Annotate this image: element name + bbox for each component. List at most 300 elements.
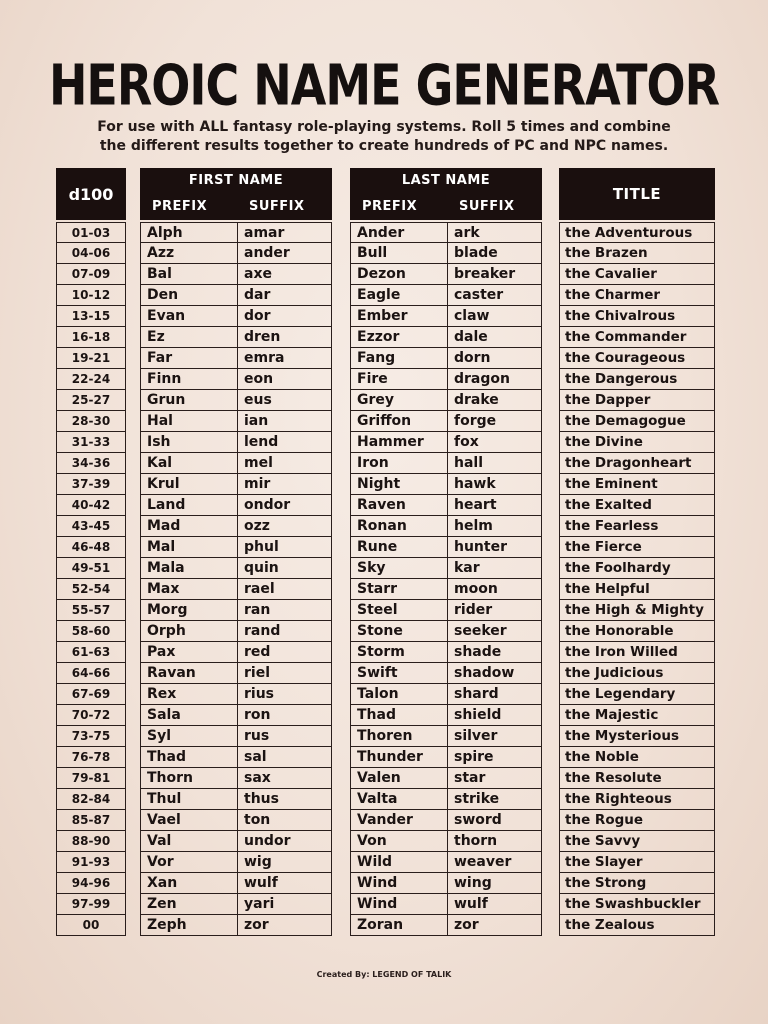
title-row [560, 684, 714, 705]
title-value: the Legendary [565, 686, 676, 702]
last-name-row [351, 768, 541, 789]
first-suffix: ton [237, 810, 331, 830]
first-suffix: dar [237, 285, 331, 305]
first-prefix: Den [147, 287, 179, 303]
last-name-row [351, 810, 541, 831]
first-name-row [141, 789, 331, 810]
first-suffix: wig [237, 852, 331, 872]
title-row [560, 873, 714, 894]
d100-row [57, 789, 125, 810]
d100-row [57, 726, 125, 747]
first-prefix: Ravan [147, 665, 196, 681]
last-prefix: Thad [357, 707, 396, 723]
last-suffix-label: SUFFIX [459, 199, 515, 214]
first-suffix: phul [237, 537, 331, 557]
first-name-row [141, 558, 331, 579]
first-name-table [140, 168, 332, 936]
d100-row [57, 600, 125, 621]
d100-row [57, 390, 125, 411]
first-suffix: dren [237, 327, 331, 347]
d100-row [57, 894, 125, 915]
title-value: the Judicious [565, 665, 664, 681]
title-row [560, 600, 714, 621]
last-name-row [351, 726, 541, 747]
last-prefix: Wild [357, 854, 393, 870]
d100-row [57, 705, 125, 726]
title-value: the Iron Willed [565, 644, 678, 660]
first-name-row [141, 348, 331, 369]
last-suffix: wing [447, 873, 541, 893]
first-suffix: wulf [237, 873, 331, 893]
first-name-row [141, 726, 331, 747]
first-prefix: Max [147, 581, 180, 597]
title-row [560, 222, 714, 243]
title-table [559, 168, 715, 936]
last-prefix: Valen [357, 770, 401, 786]
last-name-row [351, 516, 541, 537]
d100-row [57, 222, 125, 243]
title-value: the Foolhardy [565, 560, 671, 576]
roll-range: 49-51 [71, 561, 111, 575]
first-suffix: ian [237, 411, 331, 431]
roll-range: 88-90 [71, 834, 111, 848]
title-row [560, 369, 714, 390]
title-header [559, 168, 715, 220]
last-suffix: shadow [447, 663, 541, 683]
first-name-row [141, 747, 331, 768]
last-suffix: ark [447, 223, 541, 242]
first-suffix: quin [237, 558, 331, 578]
last-prefix: Eagle [357, 287, 401, 303]
last-suffix: shade [447, 642, 541, 662]
title-value: the Strong [565, 875, 647, 891]
last-prefix: Night [357, 476, 401, 492]
last-prefix: Von [357, 833, 387, 849]
last-name-row [351, 285, 541, 306]
last-name-rows [350, 222, 542, 936]
last-suffix: hunter [447, 537, 541, 557]
first-suffix: lend [237, 432, 331, 452]
title-value: the Exalted [565, 497, 652, 513]
roll-range: 52-54 [71, 582, 111, 596]
roll-range: 25-27 [71, 393, 111, 407]
last-name-row [351, 327, 541, 348]
title-row [560, 474, 714, 495]
first-name-row [141, 432, 331, 453]
title-row [560, 243, 714, 264]
last-prefix: Fang [357, 350, 396, 366]
last-name-row [351, 474, 541, 495]
roll-range: 64-66 [71, 666, 111, 680]
last-prefix: Thunder [357, 749, 423, 765]
title-row [560, 537, 714, 558]
d100-row [57, 621, 125, 642]
last-prefix: Ember [357, 308, 408, 324]
last-name-row [351, 306, 541, 327]
last-name-row [351, 852, 541, 873]
first-prefix: Zen [147, 896, 177, 912]
d100-row [57, 243, 125, 264]
d100-row [57, 831, 125, 852]
first-suffix-label: SUFFIX [249, 199, 305, 214]
last-suffix: caster [447, 285, 541, 305]
last-name-row [351, 915, 541, 936]
first-prefix-label: PREFIX [152, 199, 208, 214]
first-name-row [141, 621, 331, 642]
title-value: the Zealous [565, 917, 655, 933]
title-row [560, 747, 714, 768]
first-prefix: Grun [147, 392, 186, 408]
title-value: the Swashbuckler [565, 896, 701, 912]
last-prefix: Ronan [357, 518, 407, 534]
roll-range: 19-21 [71, 351, 111, 365]
first-suffix: amar [237, 223, 331, 242]
first-prefix: Thad [147, 749, 186, 765]
first-name-row [141, 327, 331, 348]
d100-row [57, 411, 125, 432]
title-row [560, 516, 714, 537]
first-suffix: eus [237, 390, 331, 410]
last-prefix: Iron [357, 455, 389, 471]
last-prefix: Steel [357, 602, 398, 618]
title-row [560, 789, 714, 810]
d100-row [57, 327, 125, 348]
roll-range: 37-39 [71, 477, 111, 491]
title-row [560, 264, 714, 285]
first-name-row [141, 768, 331, 789]
last-name-row [351, 831, 541, 852]
last-suffix: breaker [447, 264, 541, 284]
first-suffix: emra [237, 348, 331, 368]
d100-row [57, 579, 125, 600]
last-name-row [351, 894, 541, 915]
roll-range: 82-84 [71, 792, 111, 806]
title-row [560, 285, 714, 306]
first-prefix: Ez [147, 329, 165, 345]
title-row [560, 621, 714, 642]
d100-row [57, 747, 125, 768]
first-suffix: ander [237, 243, 331, 263]
subtitle-line-1: For use with ALL fantasy role-playing systems. Roll 5 times and combine [97, 119, 671, 135]
d100-row [57, 558, 125, 579]
d100-row [57, 495, 125, 516]
roll-range: 04-06 [71, 246, 111, 260]
last-name-row [351, 789, 541, 810]
footer-credit: Created By: LEGEND OF TALIK [316, 970, 452, 979]
last-prefix: Ander [357, 224, 405, 241]
title-row [560, 348, 714, 369]
last-prefix: Wind [357, 896, 398, 912]
d100-header [56, 168, 126, 220]
first-suffix: axe [237, 264, 331, 284]
last-suffix: thorn [447, 831, 541, 851]
last-name-row [351, 243, 541, 264]
d100-row [57, 516, 125, 537]
last-name-row [351, 222, 541, 243]
title-row [560, 558, 714, 579]
last-name-row [351, 390, 541, 411]
roll-range: 58-60 [71, 624, 111, 638]
last-prefix: Grey [357, 392, 395, 408]
first-suffix: rius [237, 684, 331, 704]
d100-row [57, 285, 125, 306]
first-name-label: FIRST NAME [188, 173, 284, 188]
last-suffix: kar [447, 558, 541, 578]
first-name-row [141, 810, 331, 831]
last-name-row [351, 600, 541, 621]
roll-range: 61-63 [71, 645, 111, 659]
first-name-row [141, 852, 331, 873]
last-suffix: sword [447, 810, 541, 830]
title-value: the Noble [565, 749, 639, 765]
last-suffix: strike [447, 789, 541, 809]
title-row [560, 579, 714, 600]
last-name-row [351, 495, 541, 516]
first-suffix: mir [237, 474, 331, 494]
first-prefix: Xan [147, 875, 178, 891]
title-value: the Fierce [565, 539, 642, 555]
first-prefix: Orph [147, 623, 186, 639]
roll-range: 97-99 [71, 897, 111, 911]
d100-row [57, 684, 125, 705]
last-name-row [351, 663, 541, 684]
last-name-header [350, 168, 542, 220]
last-prefix-label: PREFIX [362, 199, 418, 214]
first-prefix: Rex [147, 686, 177, 702]
title-value: the Adventurous [565, 224, 693, 241]
first-suffix: undor [237, 831, 331, 851]
roll-range: 70-72 [71, 708, 111, 722]
d100-row [57, 852, 125, 873]
d100-row [57, 264, 125, 285]
title-row [560, 768, 714, 789]
title-row [560, 495, 714, 516]
last-name-row [351, 579, 541, 600]
last-prefix: Ezzor [357, 329, 400, 345]
last-prefix: Stone [357, 623, 403, 639]
title-row [560, 726, 714, 747]
title-row [560, 663, 714, 684]
d100-row [57, 810, 125, 831]
d100-row [57, 453, 125, 474]
title-value: the Dragonheart [565, 455, 692, 471]
title-value: the Brazen [565, 245, 648, 261]
first-suffix: sal [237, 747, 331, 767]
last-prefix: Rune [357, 539, 398, 555]
last-name-row [351, 411, 541, 432]
last-suffix: dorn [447, 348, 541, 368]
d100-row [57, 432, 125, 453]
last-name-row [351, 705, 541, 726]
last-name-table [350, 168, 542, 936]
last-prefix: Griffon [357, 413, 412, 429]
roll-range: 43-45 [71, 519, 111, 533]
first-name-row [141, 411, 331, 432]
first-prefix: Thorn [147, 770, 194, 786]
first-name-row [141, 495, 331, 516]
last-suffix: heart [447, 495, 541, 515]
first-name-row [141, 222, 331, 243]
first-name-row [141, 537, 331, 558]
title-value: the Fearless [565, 518, 659, 534]
title-row [560, 705, 714, 726]
first-name-row [141, 600, 331, 621]
last-prefix: Dezon [357, 266, 406, 282]
first-prefix: Mal [147, 539, 176, 555]
last-suffix: silver [447, 726, 541, 746]
title-row [560, 390, 714, 411]
last-suffix: wulf [447, 894, 541, 914]
first-name-row [141, 642, 331, 663]
title-value: the Commander [565, 329, 687, 345]
d100-row [57, 369, 125, 390]
last-suffix: blade [447, 243, 541, 263]
last-suffix: hawk [447, 474, 541, 494]
title-row [560, 810, 714, 831]
roll-range: 55-57 [71, 603, 111, 617]
last-prefix: Bull [357, 245, 388, 261]
last-prefix: Wind [357, 875, 398, 891]
first-prefix: Finn [147, 371, 182, 387]
first-suffix: ondor [237, 495, 331, 515]
last-prefix: Talon [357, 686, 399, 702]
d100-row [57, 642, 125, 663]
last-name-row [351, 873, 541, 894]
last-suffix: claw [447, 306, 541, 326]
last-name-row [351, 621, 541, 642]
first-prefix: Vael [147, 812, 181, 828]
title-row [560, 453, 714, 474]
d100-row [57, 306, 125, 327]
title-value: the Charmer [565, 287, 661, 303]
last-suffix: helm [447, 516, 541, 536]
first-name-row [141, 663, 331, 684]
first-name-row [141, 831, 331, 852]
last-name-row [351, 642, 541, 663]
first-suffix: sax [237, 768, 331, 788]
first-suffix: rus [237, 726, 331, 746]
first-suffix: ron [237, 705, 331, 725]
first-prefix: Syl [147, 728, 172, 744]
last-name-row [351, 537, 541, 558]
first-suffix: thus [237, 789, 331, 809]
page-title: HEROIC NAME GENERATOR [48, 52, 720, 118]
last-suffix: shard [447, 684, 541, 704]
first-name-row [141, 474, 331, 495]
last-suffix: zor [447, 915, 541, 935]
title-value: the Courageous [565, 350, 686, 366]
d100-row [57, 537, 125, 558]
roll-range: 31-33 [71, 435, 111, 449]
last-suffix: seeker [447, 621, 541, 641]
first-name-row [141, 873, 331, 894]
first-suffix: mel [237, 453, 331, 473]
first-prefix: Krul [147, 476, 180, 492]
roll-range: 00 [82, 918, 100, 932]
last-suffix: star [447, 768, 541, 788]
last-prefix: Fire [357, 371, 388, 387]
title-row [560, 327, 714, 348]
roll-range: 73-75 [71, 729, 111, 743]
first-prefix: Azz [147, 245, 175, 261]
last-prefix: Sky [357, 560, 386, 576]
first-prefix: Far [147, 350, 173, 366]
first-suffix: rand [237, 621, 331, 641]
last-suffix: weaver [447, 852, 541, 872]
first-name-row [141, 243, 331, 264]
title-row [560, 306, 714, 327]
last-prefix: Zoran [357, 917, 404, 933]
roll-range: 01-03 [71, 225, 111, 240]
title-value: the Savvy [565, 833, 641, 849]
first-name-row [141, 705, 331, 726]
title-value: the High & Mighty [565, 602, 704, 618]
title-value: the Honorable [565, 623, 674, 639]
title-value: the Majestic [565, 707, 659, 723]
first-prefix: Morg [147, 602, 188, 618]
last-name-row [351, 453, 541, 474]
first-suffix: yari [237, 894, 331, 914]
last-suffix: dale [447, 327, 541, 347]
title-row [560, 411, 714, 432]
title-value: the Righteous [565, 791, 672, 807]
last-name-row [351, 432, 541, 453]
first-name-row [141, 285, 331, 306]
roll-range: 07-09 [71, 267, 111, 281]
d100-row [57, 768, 125, 789]
first-name-row [141, 264, 331, 285]
first-prefix: Mala [147, 560, 185, 576]
title-value: the Divine [565, 434, 643, 450]
roll-range: 13-15 [71, 309, 111, 323]
d100-row [57, 474, 125, 495]
last-name-label: LAST NAME [401, 173, 491, 188]
first-name-row [141, 453, 331, 474]
first-prefix: Mad [147, 518, 181, 534]
last-suffix: drake [447, 390, 541, 410]
first-prefix: Evan [147, 308, 186, 324]
title-value: the Dapper [565, 392, 651, 408]
last-suffix: forge [447, 411, 541, 431]
title-row [560, 915, 714, 936]
first-prefix: Hal [147, 413, 173, 429]
first-suffix: dor [237, 306, 331, 326]
first-suffix: ozz [237, 516, 331, 536]
last-name-row [351, 348, 541, 369]
d100-row [57, 348, 125, 369]
d100-row [57, 873, 125, 894]
last-suffix: rider [447, 600, 541, 620]
last-prefix: Raven [357, 497, 406, 513]
roll-range: 16-18 [71, 330, 111, 344]
first-prefix: Land [147, 497, 186, 513]
last-suffix: fox [447, 432, 541, 452]
title-row [560, 894, 714, 915]
first-name-row [141, 915, 331, 936]
last-name-row [351, 369, 541, 390]
first-prefix: Kal [147, 455, 173, 471]
first-suffix: zor [237, 915, 331, 935]
first-suffix: eon [237, 369, 331, 389]
d100-rows [56, 222, 126, 936]
last-name-row [351, 264, 541, 285]
last-prefix: Starr [357, 581, 398, 597]
first-suffix: rael [237, 579, 331, 599]
title-value: the Chivalrous [565, 308, 676, 324]
title-value: the Resolute [565, 770, 662, 786]
first-prefix: Vor [147, 854, 174, 870]
title-row [560, 852, 714, 873]
